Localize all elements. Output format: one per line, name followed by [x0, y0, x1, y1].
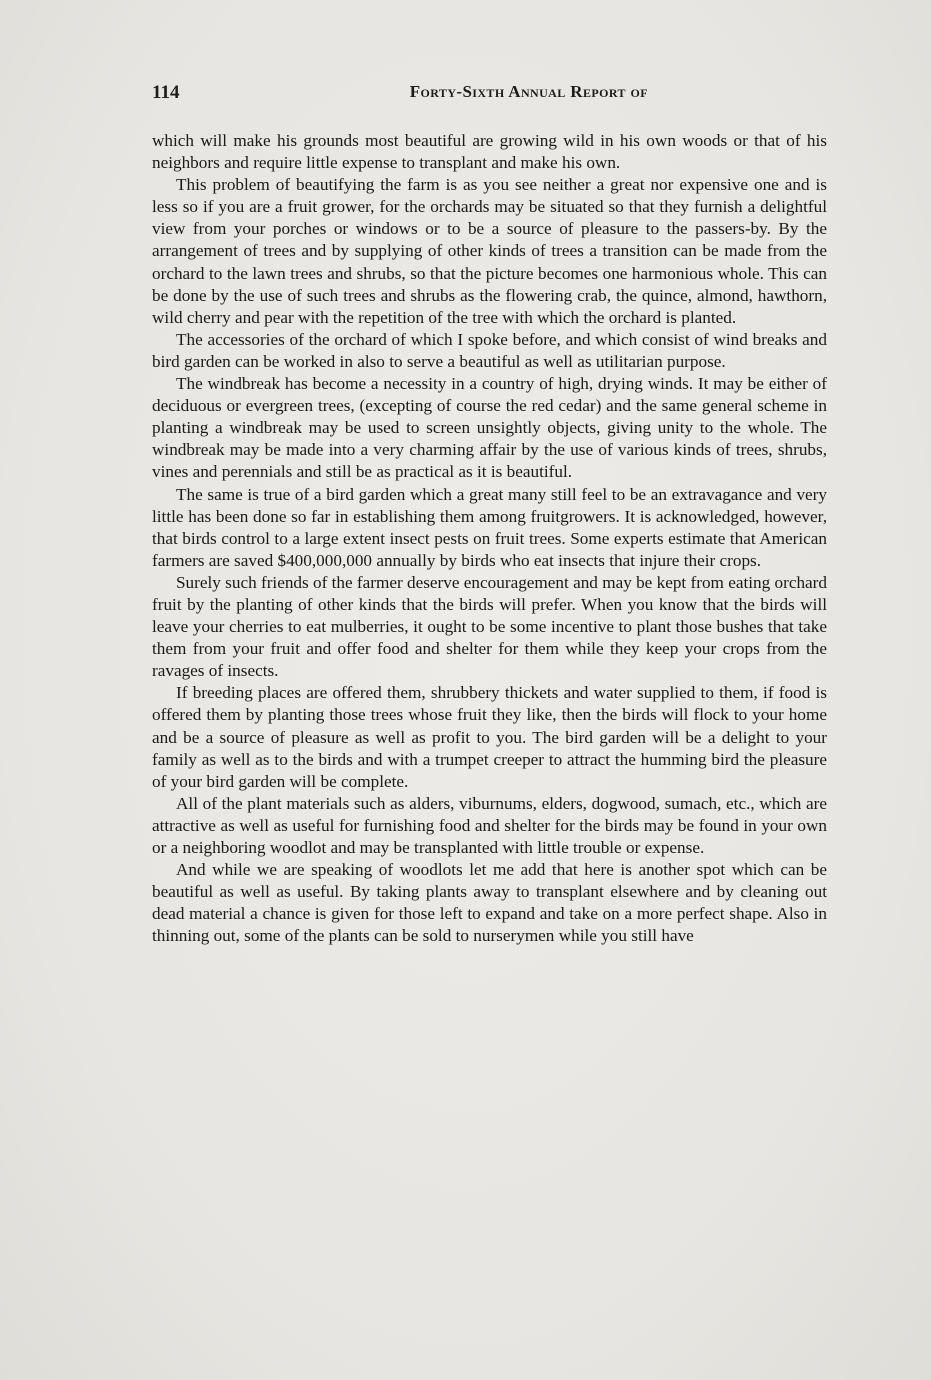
page-number: 114 — [152, 82, 180, 103]
paragraph-windbreak: The windbreak has become a necessity in a country of high, drying winds. It may be either of deciduous or evergreen trees, (excepting of course the red cedar) and the same general scheme in planting a windbreak may be used to screen unsightly objects, giving unity to the whole. The windbreak may be made into a very charming affair by the use of various kinds of trees, shrubs, vines and perennials and still be as practical as it is beautiful. — [152, 374, 827, 482]
running-head: Forty-Sixth Annual Report of — [409, 82, 648, 101]
paragraph-woodlots: And while we are speaking of woodlots let me add that here is another spot which can be beautiful as well as useful. By taking plants away to transplant elsewhere and by cleaning out dead material a chance is given for those left to expand and take on a more perfect shape. Also in thinning out, some of the plants can be sold to nurserymen while you still have — [152, 860, 827, 946]
paragraph-orchard-accessories: The accessories of the orchard of which I spoke before, and which consist of wind breaks and bird garden can be worked in also to serve a beautiful as well as utilitarian purpose. — [152, 329, 827, 371]
paragraph-plant-materials: All of the plant materials such as alders, viburnums, elders, dogwood, sumach, etc., which are attractive as well as useful for furnishing food and shelter for the birds may be found in your own or a neighboring woodlot and may be transplanted with little trouble or expense. — [152, 793, 827, 857]
paragraph-bird-garden: The same is true of a bird garden which a great many still feel to be an extravagance and very little has been done so far in establishing them among fruitgrowers. It is acknowledged, however, that birds control to a large extent insect pests on fruit trees. Some experts estimate that American farmers are saved $400,000,000 annually by birds who eat insects that injure their crops. — [152, 484, 827, 570]
page-header — [152, 82, 648, 108]
paragraph-breeding-places: If breeding places are offered them, shrubbery thickets and water supplied to them, if food is offered them by planting those trees whose fruit they like, then the birds will flock to your home and be a source of pleasure as well as profit to you. The bird garden will be a delight to your family as well as to the birds and with a trumpet creeper to attract the humming bird the pleasure of your bird garden will be complete. — [152, 683, 827, 791]
paragraph-beautifying-farm: This problem of beautifying the farm is as you see neither a great nor expensive one and is less so if you are a fruit grower, for the orchards may be situated so that they furnish a delightful view from your porches or windows or to be a source of pleasure to the passers-by. By the arrangement of trees and by supplying of other kinds of trees a transition can be made from the orchard to the lawn trees and shrubs, so that the picture becomes one harmonious whole. This can be done by the use of such trees and shrubs as the flowering crab, the quince, almond, hawthorn, wild cherry and pear with the repetition of the tree with which the orchard is planted. — [152, 175, 827, 327]
body-text — [152, 130, 827, 947]
paragraph-friends-of-farmer: Surely such friends of the farmer deserve encouragement and may be kept from eating orchard fruit by the planting of other kinds that the birds will prefer. When you know that the birds will leave your cherries to eat mulberries, it ought to be some incentive to plant those bushes that take them from your fruit and offer food and shelter for them while they keep your crops from the ravages of insects. — [152, 572, 827, 681]
paragraph-continuation: which will make his grounds most beautiful are growing wild in his own woods or that of his neighbors and require little expense to transplant and make his own. — [152, 131, 827, 173]
